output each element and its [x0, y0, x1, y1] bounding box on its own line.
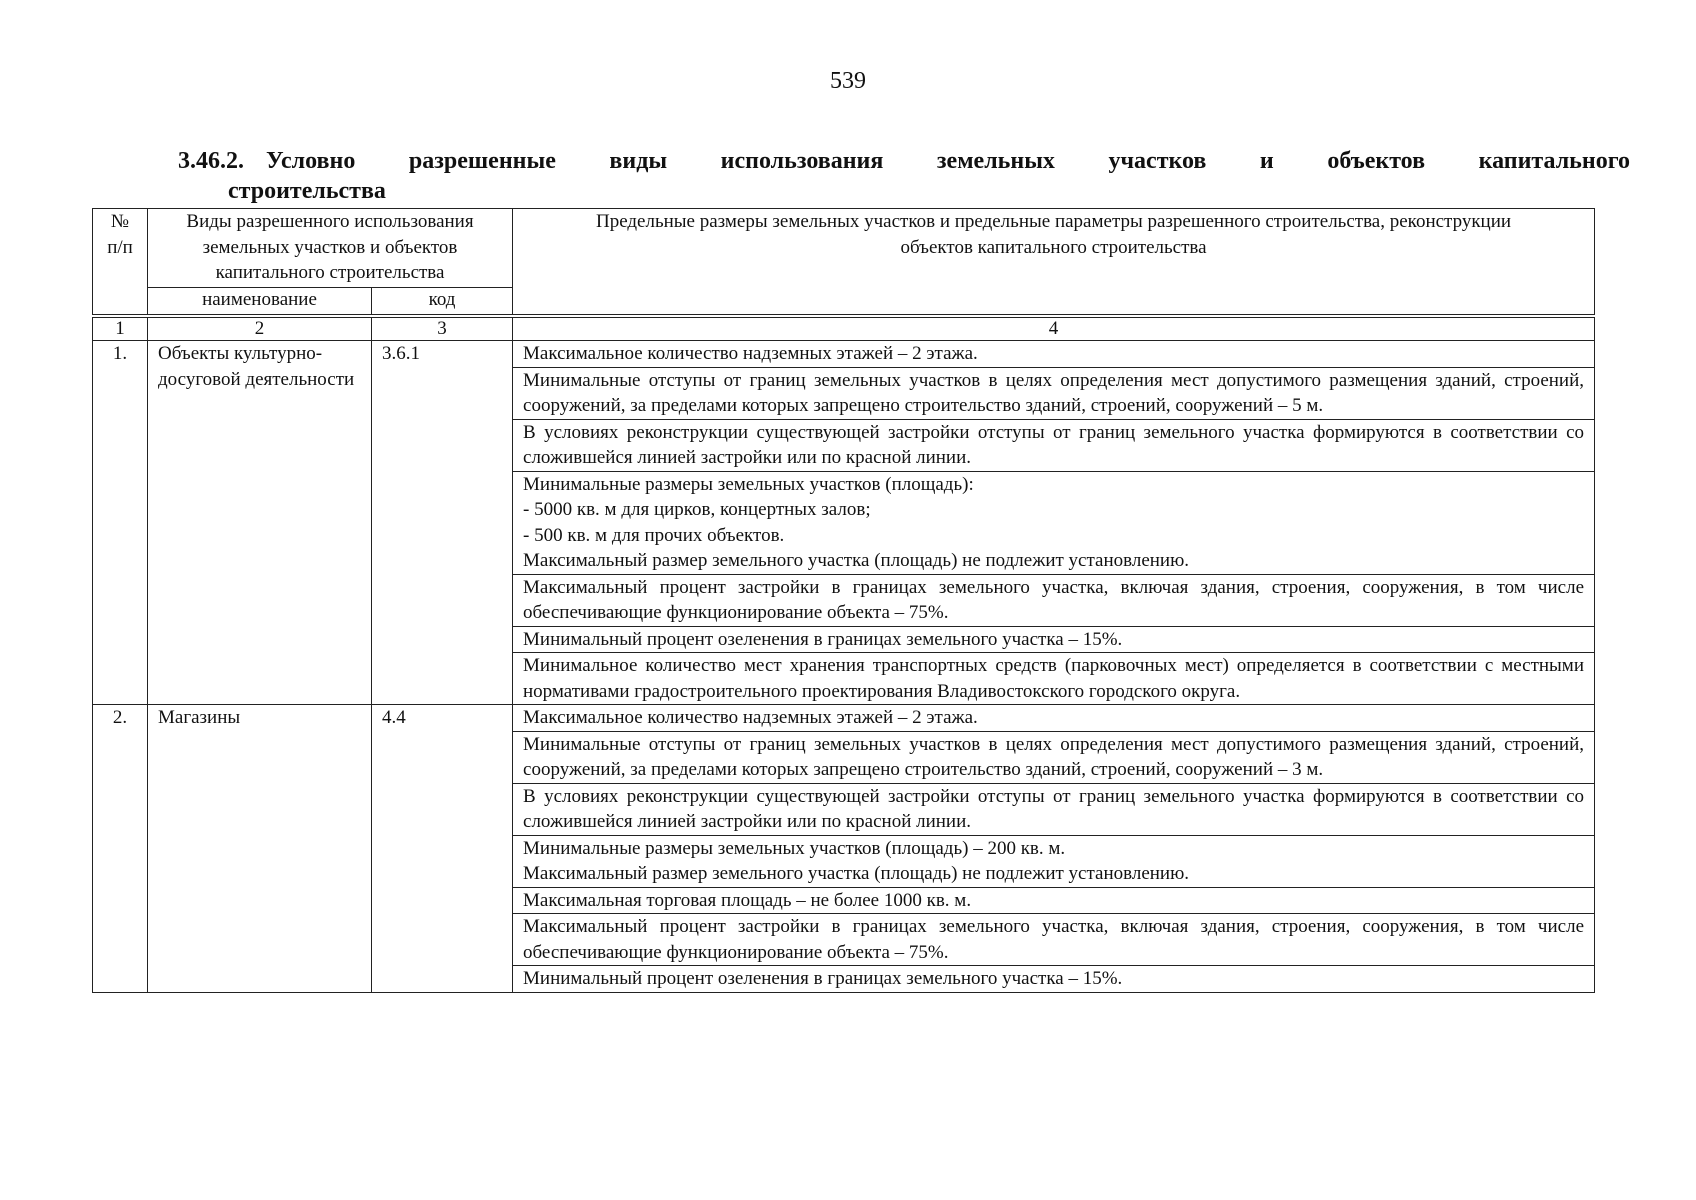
parameter-cell [513, 705, 1595, 732]
row-number: 1. [93, 341, 148, 705]
header-num: № п/п [93, 209, 148, 317]
parameter-cell [513, 367, 1595, 419]
column-number-row [93, 316, 1595, 341]
parameter-text: Максимальный процент застройки в границах земельного участка, включая здания, строения, сооружения, в том числе обеспечивающие функционирование объекта – 75%. [523, 916, 1585, 963]
parameter-text: Минимальные размеры земельных участков (площадь) – 200 кв. м. [523, 837, 1066, 859]
header-uses-group: Виды разрешенного использования земельных участков и объектов капитального строительства [148, 209, 513, 288]
parameter-text: В условиях реконструкции существующей застройки отступы от границ земельного участка формируются в соответствии со сложившейся линией застройки или по красной линии. [523, 785, 1585, 832]
use-name: Магазины [148, 705, 372, 993]
parameter-cell [513, 419, 1595, 471]
parameter-text: Минимальные отступы от границ земельных участков в целях определения мест допустимого размещения зданий, строений, сооружений, за пределами которых запрещено строительство зданий, строений, сооружений – 5 м. [523, 369, 1585, 416]
section-title: Условно разрешенные виды использования земельных участков и объектов капитального [266, 148, 1630, 174]
page-number: 539 [830, 68, 866, 94]
parameter-cell [513, 887, 1595, 914]
parameter-text: Минимальные размеры земельных участков (площадь): [523, 473, 974, 495]
parameter-cell [513, 653, 1595, 705]
parameter-cell [513, 783, 1595, 835]
parameter-cell [513, 471, 1595, 574]
use-code: 3.6.1 [372, 341, 513, 705]
table-row [93, 341, 1595, 368]
parameter-text: Максимальный размер земельного участка (площадь) не подлежит установлению. [523, 550, 1190, 571]
parameter-text: Максимальный процент застройки в границах земельного участка, включая здания, строения, сооружения, в том числе обеспечивающие функционирование объекта – 75%. [523, 576, 1585, 623]
section-title-continuation: строительства [228, 178, 386, 204]
parameter-text: Максимальное количество надземных этажей – 2 этажа. [523, 707, 978, 728]
use-code: 4.4 [372, 705, 513, 993]
parameter-cell [513, 966, 1595, 993]
section-number: 3.46.2. [178, 148, 244, 174]
parameter-cell [513, 731, 1595, 783]
parameter-cell [513, 574, 1595, 626]
column-number: 4 [513, 316, 1595, 341]
parameter-text: Минимальные отступы от границ земельных участков в целях определения мест допустимого размещения зданий, строений, сооружений, за пределами которых запрещено строительство зданий, строений, сооружений – 3 м. [523, 733, 1585, 780]
parameter-text: Максимальная торговая площадь – не более 1000 кв. м. [523, 889, 972, 911]
parameter-text: - 5000 кв. м для цирков, концертных залов; [523, 499, 871, 520]
parameter-text: В условиях реконструкции существующей застройки отступы от границ земельного участка формируются в соответствии со сложившейся линией застройки или по красной линии. [523, 421, 1585, 468]
column-number: 3 [372, 316, 513, 341]
parameter-cell [513, 835, 1595, 887]
parameter-text: - 500 кв. м для прочих объектов. [523, 524, 785, 546]
parameter-text: Максимальный размер земельного участка (площадь) не подлежит установлению. [523, 863, 1190, 884]
section-heading [178, 146, 1630, 206]
row-number: 2. [93, 705, 148, 993]
column-number: 1 [93, 316, 148, 341]
land-use-table [92, 208, 1595, 993]
parameter-text: Максимальное количество надземных этажей – 2 этажа. [523, 343, 978, 364]
parameter-cell [513, 626, 1595, 653]
use-name: Объекты культурно-досуговой деятельности [148, 341, 372, 705]
parameter-cell [513, 341, 1595, 368]
header-name: наименование [148, 288, 372, 317]
column-number: 2 [148, 316, 372, 341]
parameter-text: Минимальный процент озеленения в границах земельного участка – 15%. [523, 968, 1123, 989]
header-params: Предельные размеры земельных участков и предельные параметры разрешенного строительства, реконструкции объектов капитального строительства [513, 209, 1595, 317]
parameter-cell [513, 914, 1595, 966]
parameter-text: Минимальный процент озеленения в границах земельного участка – 15%. [523, 628, 1123, 650]
parameter-text: Минимальное количество мест хранения транспортных средств (парковочных мест) определяется в соответствии с местными нормативами градостроительного проектирования Владивостокского городского округа. [523, 655, 1585, 702]
header-code: код [372, 288, 513, 317]
table-row [93, 705, 1595, 732]
